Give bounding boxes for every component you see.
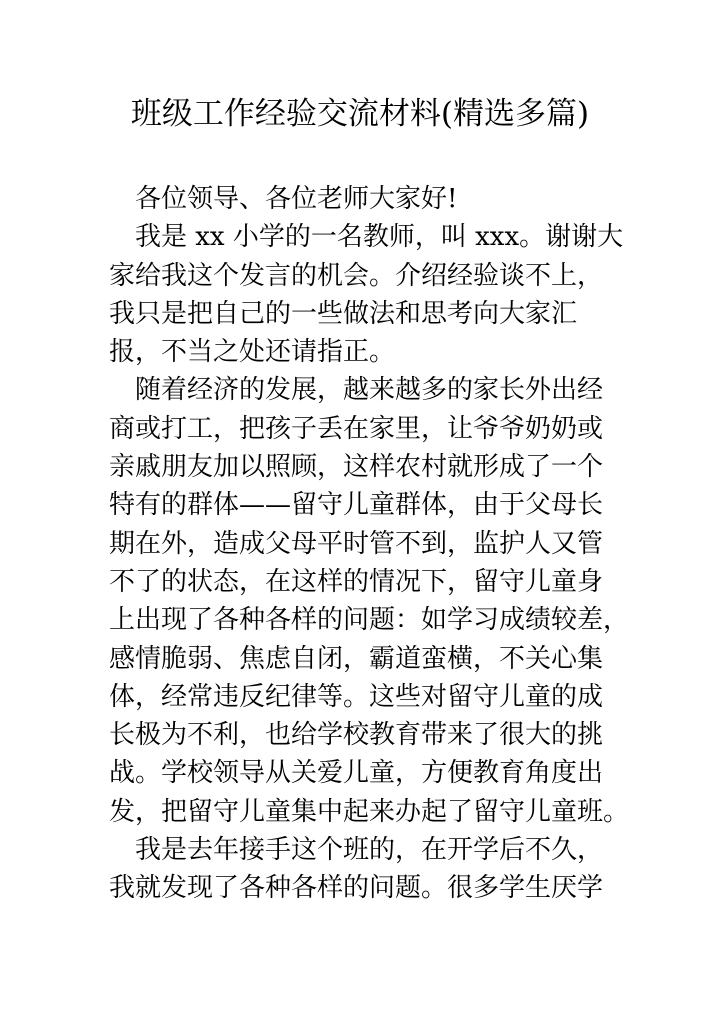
paragraph-line: 长极为不利，也给学校教育带来了很大的挑 [109,720,604,751]
paragraph-line: 发，把留守儿童集中起来办起了留守儿童班。 [109,796,630,827]
document-body [109,180,629,908]
paragraph-line: 我是去年接手这个班的，在开学后不久， [135,835,604,866]
document-title: 班级工作经验交流材料(精选多篇) [130,96,590,132]
paragraph-line: 战。学校领导从关爱儿童，方便教育角度出 [109,758,604,789]
paragraph-line: 特有的群体——留守儿童群体，由于父母长 [109,490,604,521]
paragraph-line: 家给我这个发言的机会。介绍经验谈不上， [109,260,604,291]
paragraph-line: 商或打工，把孩子丢在家里，让爷爷奶奶或 [109,413,604,444]
paragraph-line: 我只是把自己的一些做法和思考向大家汇 [109,298,578,329]
paragraph-line: 随着经济的发展，越来越多的家长外出经 [135,375,604,406]
paragraph-line: 期在外，造成父母平时管不到，监护人又管 [109,528,604,559]
paragraph-line: 感情脆弱、焦虑自闭，霸道蛮横，不关心集 [109,643,604,674]
paragraph-line: 报，不当之处还请指正。 [109,337,396,368]
paragraph-line: 我就发现了各种各样的问题。很多学生厌学 [109,873,604,904]
paragraph-line: 不了的状态，在这样的情况下，留守儿童身 [109,566,604,597]
paragraph-line: 上出现了各种各样的问题：如学习成绩较差， [109,605,630,636]
paragraph-line: 我是 xx 小学的一名教师，叫 xxx。谢谢大 [135,222,624,253]
paragraph-line: 体，经常违反纪律等。这些对留守儿童的成 [109,681,604,712]
greeting-line: 各位领导、各位老师大家好! [135,184,458,214]
paragraph-line: 亲戚朋友加以照顾，这样农村就形成了一个 [109,452,604,483]
